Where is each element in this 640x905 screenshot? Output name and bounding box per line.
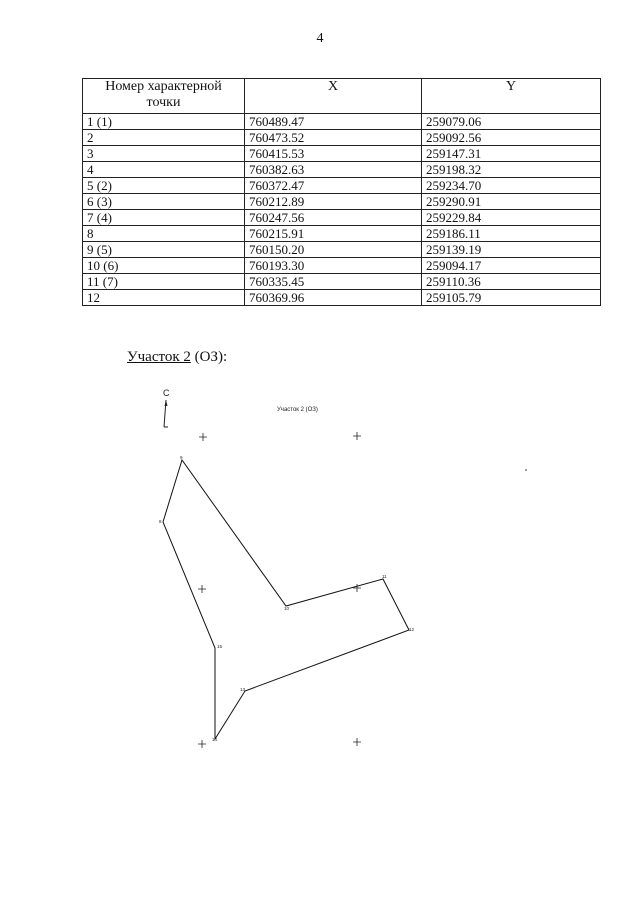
cell-x: 760489.47 [245,114,422,130]
table-row [83,226,601,242]
table-header-row [83,79,601,114]
north-arrow-icon [163,388,170,427]
cell-y: 259198.32 [422,162,601,178]
table-row [83,162,601,178]
table-row [83,130,601,146]
coordinates-table [82,78,601,306]
cell-point-number: 5 (2) [83,178,245,194]
north-label: С [163,388,170,398]
plan-title: Участок 2 (ОЗ) [277,407,318,413]
parcel-plan [120,380,540,780]
cell-x: 760215.91 [245,226,422,242]
cell-x: 760247.56 [245,210,422,226]
grid-cross [353,432,361,440]
cell-x: 760150.20 [245,242,422,258]
cell-point-number: 3 [83,146,245,162]
vertex-label: 11 [382,574,387,579]
table-row [83,114,601,130]
grid-cross [198,585,206,593]
cell-point-number: 12 [83,290,245,306]
cell-x: 760415.53 [245,146,422,162]
header-y: Y [422,79,601,114]
parcel-boundary [163,460,409,739]
cell-x: 760193.30 [245,258,422,274]
section-title [127,349,227,366]
cell-point-number: 8 [83,226,245,242]
stray-dot [525,469,527,471]
cell-y: 259139.19 [422,242,601,258]
cell-x: 760335.45 [245,274,422,290]
header-x: X [245,79,422,114]
vertex-label: 13 [240,687,246,692]
section-title-rest: (ОЗ): [190,349,228,365]
table-row [83,210,601,226]
table-row [83,194,601,210]
cell-point-number: 2 [83,130,245,146]
header-point-number: Номер характерной точки [83,79,245,114]
cell-y: 259186.11 [422,226,601,242]
grid-cross [198,740,206,748]
vertex-label: 12 [409,627,415,632]
cell-y: 259110.36 [422,274,601,290]
cell-point-number: 11 (7) [83,274,245,290]
table-row [83,258,601,274]
cell-y: 259290.91 [422,194,601,210]
table-row [83,242,601,258]
grid-cross [353,738,361,746]
cell-y: 259092.56 [422,130,601,146]
cell-point-number: 9 (5) [83,242,245,258]
vertex-label: 8 [159,519,162,524]
table-row [83,178,601,194]
page-number: 4 [316,31,324,46]
cell-point-number: 1 (1) [83,114,245,130]
table-row [83,146,601,162]
cell-x: 760369.96 [245,290,422,306]
vertex-label: 15 [217,644,223,649]
grid-cross [199,433,207,441]
cell-y: 259079.06 [422,114,601,130]
cell-point-number: 7 (4) [83,210,245,226]
cell-y: 259094.17 [422,258,601,274]
table-body [83,114,601,306]
cell-point-number: 6 (3) [83,194,245,210]
cell-x: 760372.47 [245,178,422,194]
cell-point-number: 10 (6) [83,258,245,274]
grid-crosses [198,432,361,748]
vertex-label: 9 [180,455,183,460]
cell-y: 259147.31 [422,146,601,162]
vertex-label: 14 [212,737,218,742]
cell-point-number: 4 [83,162,245,178]
section-title-main: Участок 2 [127,349,191,365]
vertex-label: 10 [284,606,290,611]
cell-y: 259229.84 [422,210,601,226]
cell-x: 760212.89 [245,194,422,210]
table-row [83,274,601,290]
cell-x: 760473.52 [245,130,422,146]
cell-y: 259234.70 [422,178,601,194]
cell-y: 259105.79 [422,290,601,306]
cell-x: 760382.63 [245,162,422,178]
table-row [83,290,601,306]
